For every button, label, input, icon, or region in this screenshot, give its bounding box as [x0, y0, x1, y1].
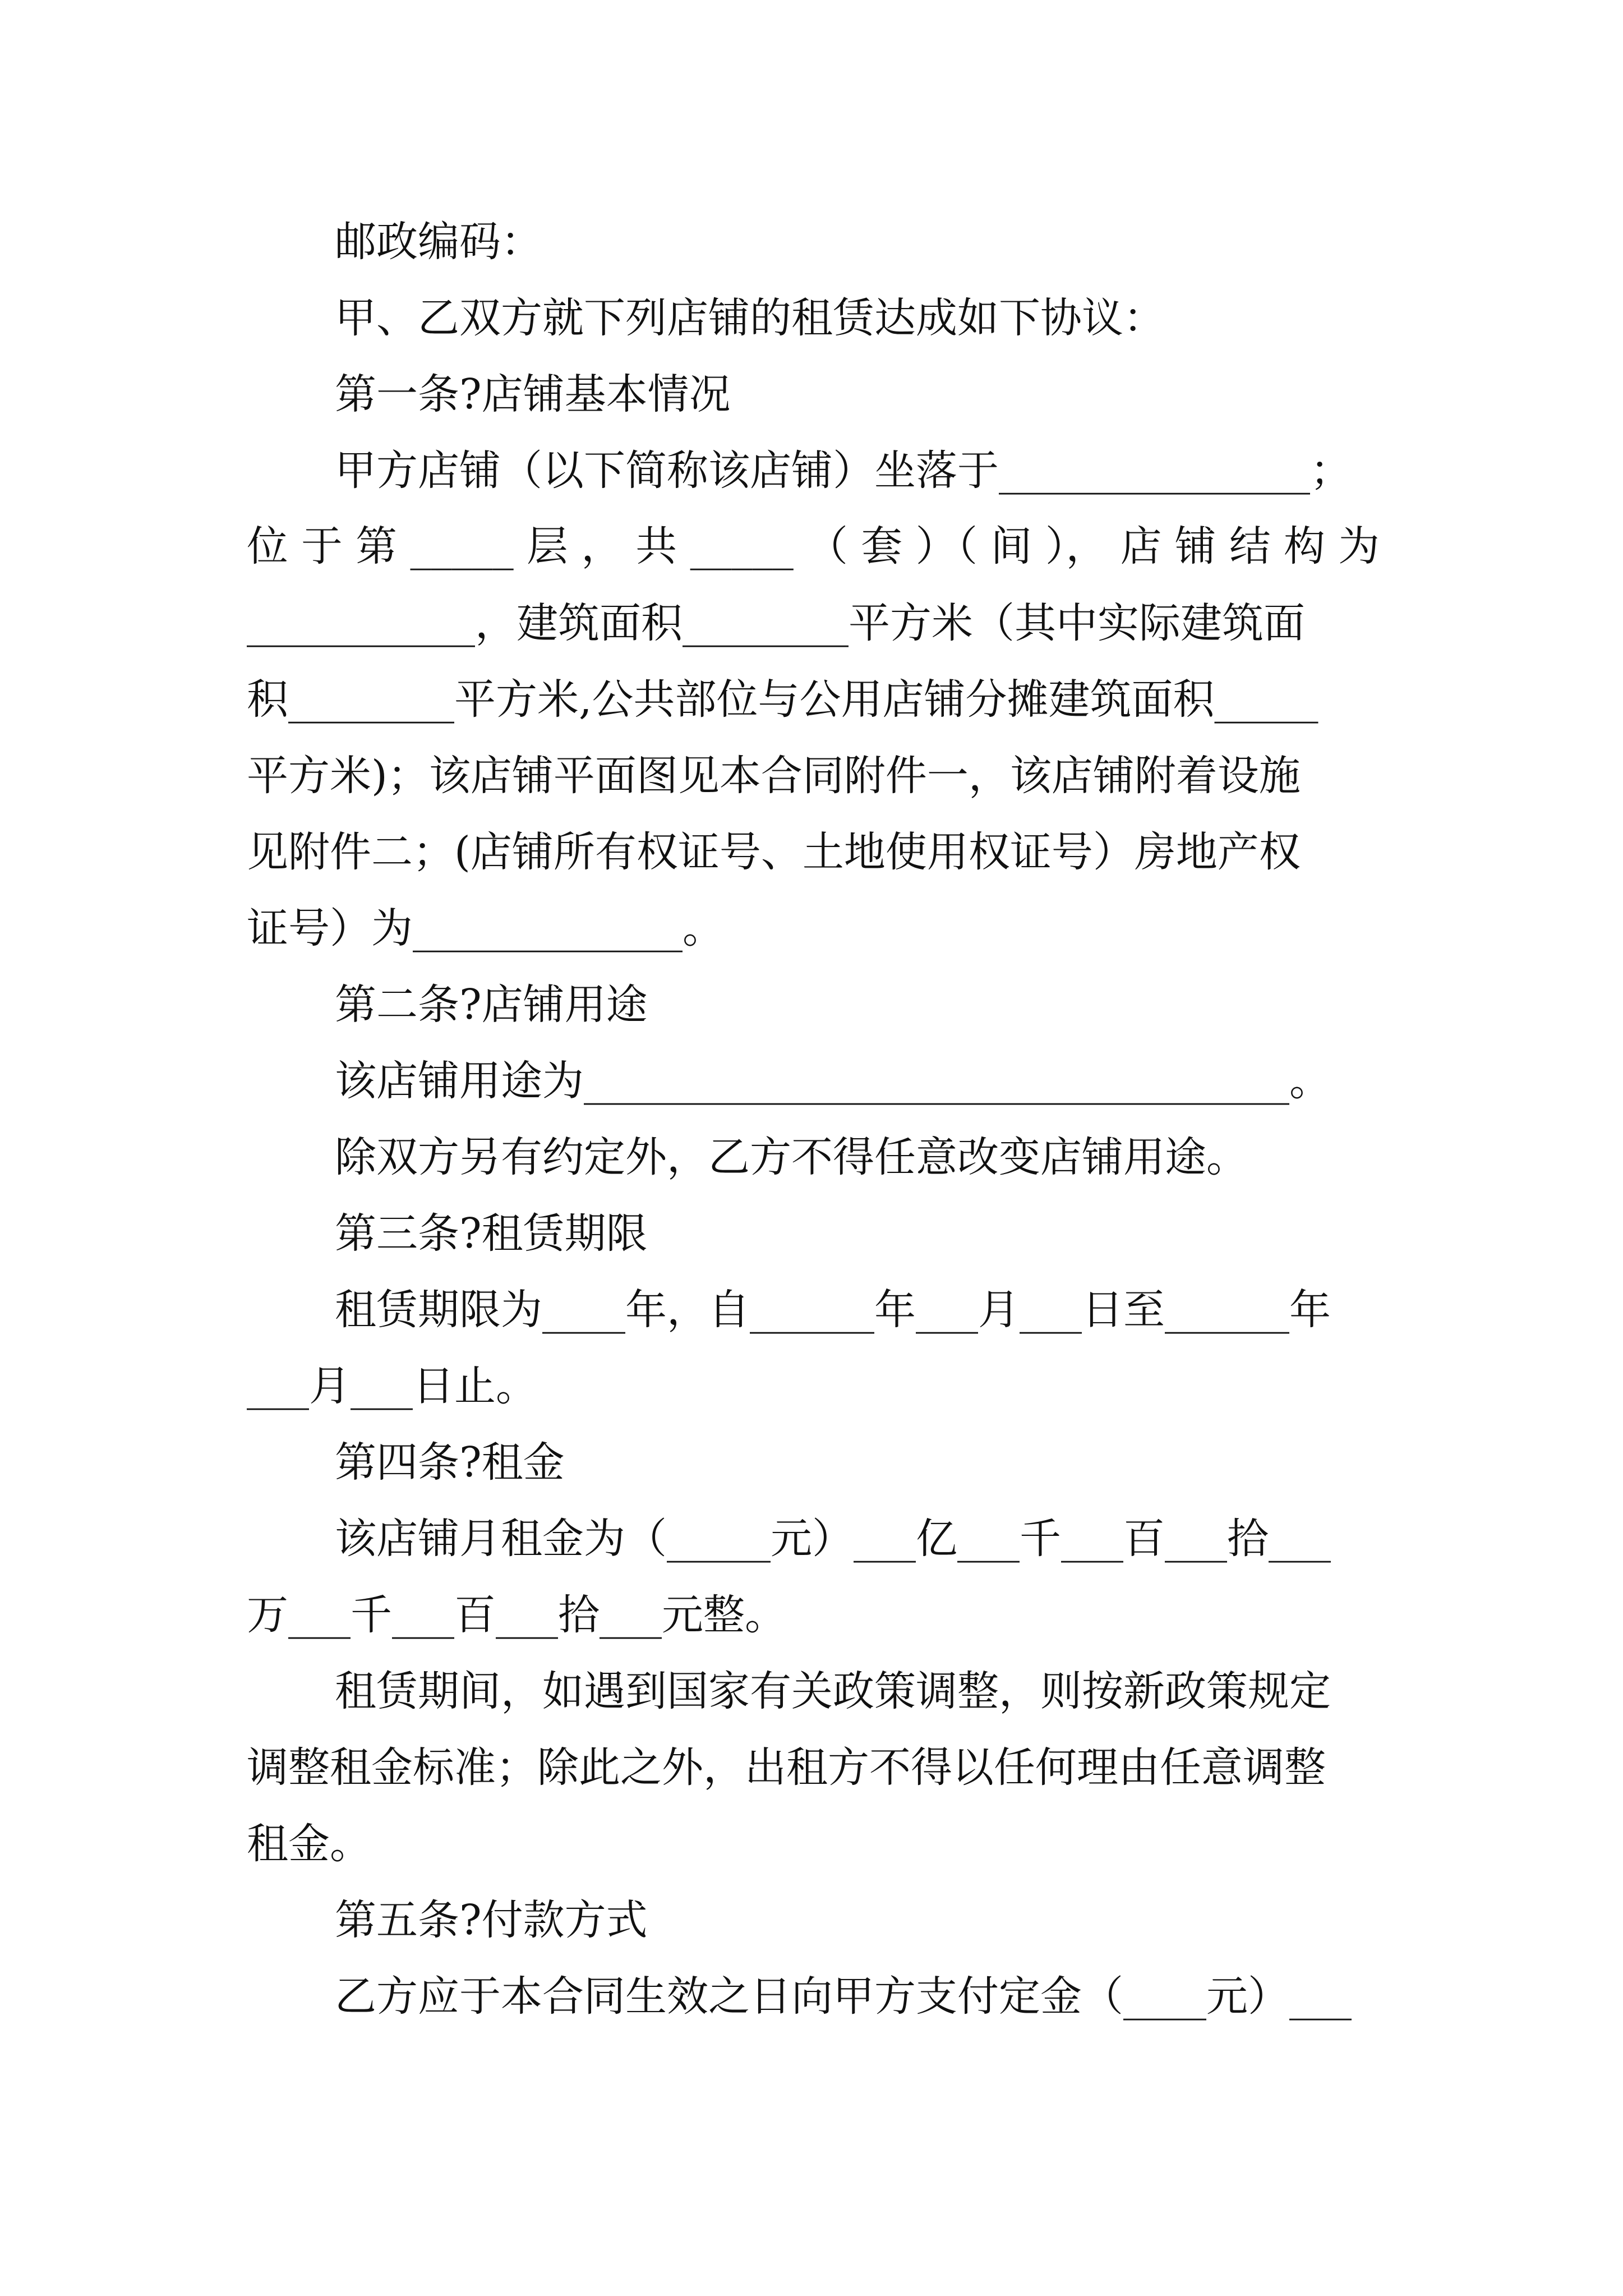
article-1-paragraph-line: 甲方店铺（以下简称该店铺）坐落于_______________；	[335, 447, 1352, 495]
article-1-paragraph-line: 见附件二；(店铺所有权证号、土地使用权证号）房地产权	[247, 828, 1301, 876]
article-3-paragraph-line: ___月___日止。	[247, 1362, 537, 1410]
agreement-intro: 甲、乙双方就下列店铺的租赁达成如下协议：	[335, 294, 1165, 342]
article-1-paragraph-line: 平方米)；该店铺平面图见本合同附件一，该店铺附着设施	[247, 752, 1301, 800]
article-1-paragraph-line: 积________平方米,公共部位与公用店铺分摊建筑面积_____	[247, 675, 1318, 724]
article-4-paragraph-line: 租金。	[247, 1820, 371, 1868]
article-4-heading: 第四条?租金	[335, 1438, 565, 1487]
article-4-paragraph-line: 万___千___百___拾___元整。	[247, 1591, 786, 1639]
article-4-paragraph-line: 调整租金标准；除此之外，出租方不得以任何理由任意调整	[247, 1743, 1326, 1792]
article-1-paragraph-line: 证号）为_____________。	[247, 904, 724, 953]
article-4-paragraph-line: 租赁期间，如遇到国家有关政策调整，则按新政策规定	[335, 1667, 1331, 1715]
article-1-heading: 第一条?店铺基本情况	[335, 370, 731, 418]
article-3-paragraph-line: 租赁期限为____年，自______年___月___日至______年	[335, 1286, 1331, 1334]
article-1-paragraph-line: 位 于 第 _____ 层 ， 共 _____ （ 套 ）（ 间 ）， 店 铺 结 构 为	[247, 523, 1380, 570]
article-5-heading: 第五条?付款方式	[335, 1896, 648, 1944]
postal-code-label: 邮政编码：	[335, 218, 542, 266]
article-1-paragraph-line: ___________，建筑面积________平方米（其中实际建筑面	[247, 599, 1305, 647]
article-2-paragraph-line: 该店铺用途为__________________________________。	[335, 1057, 1331, 1105]
article-4-paragraph-line: 该店铺月租金为（_____元）___亿___千___百___拾___	[335, 1515, 1331, 1563]
article-5-paragraph-line: 乙方应于本合同生效之日向甲方支付定金（____元）___	[335, 1972, 1352, 2021]
article-2-paragraph-line: 除双方另有约定外，乙方不得任意改变店铺用途。	[335, 1133, 1248, 1181]
article-3-heading: 第三条?租赁期限	[335, 1209, 648, 1258]
article-2-heading: 第二条?店铺用途	[335, 981, 648, 1029]
